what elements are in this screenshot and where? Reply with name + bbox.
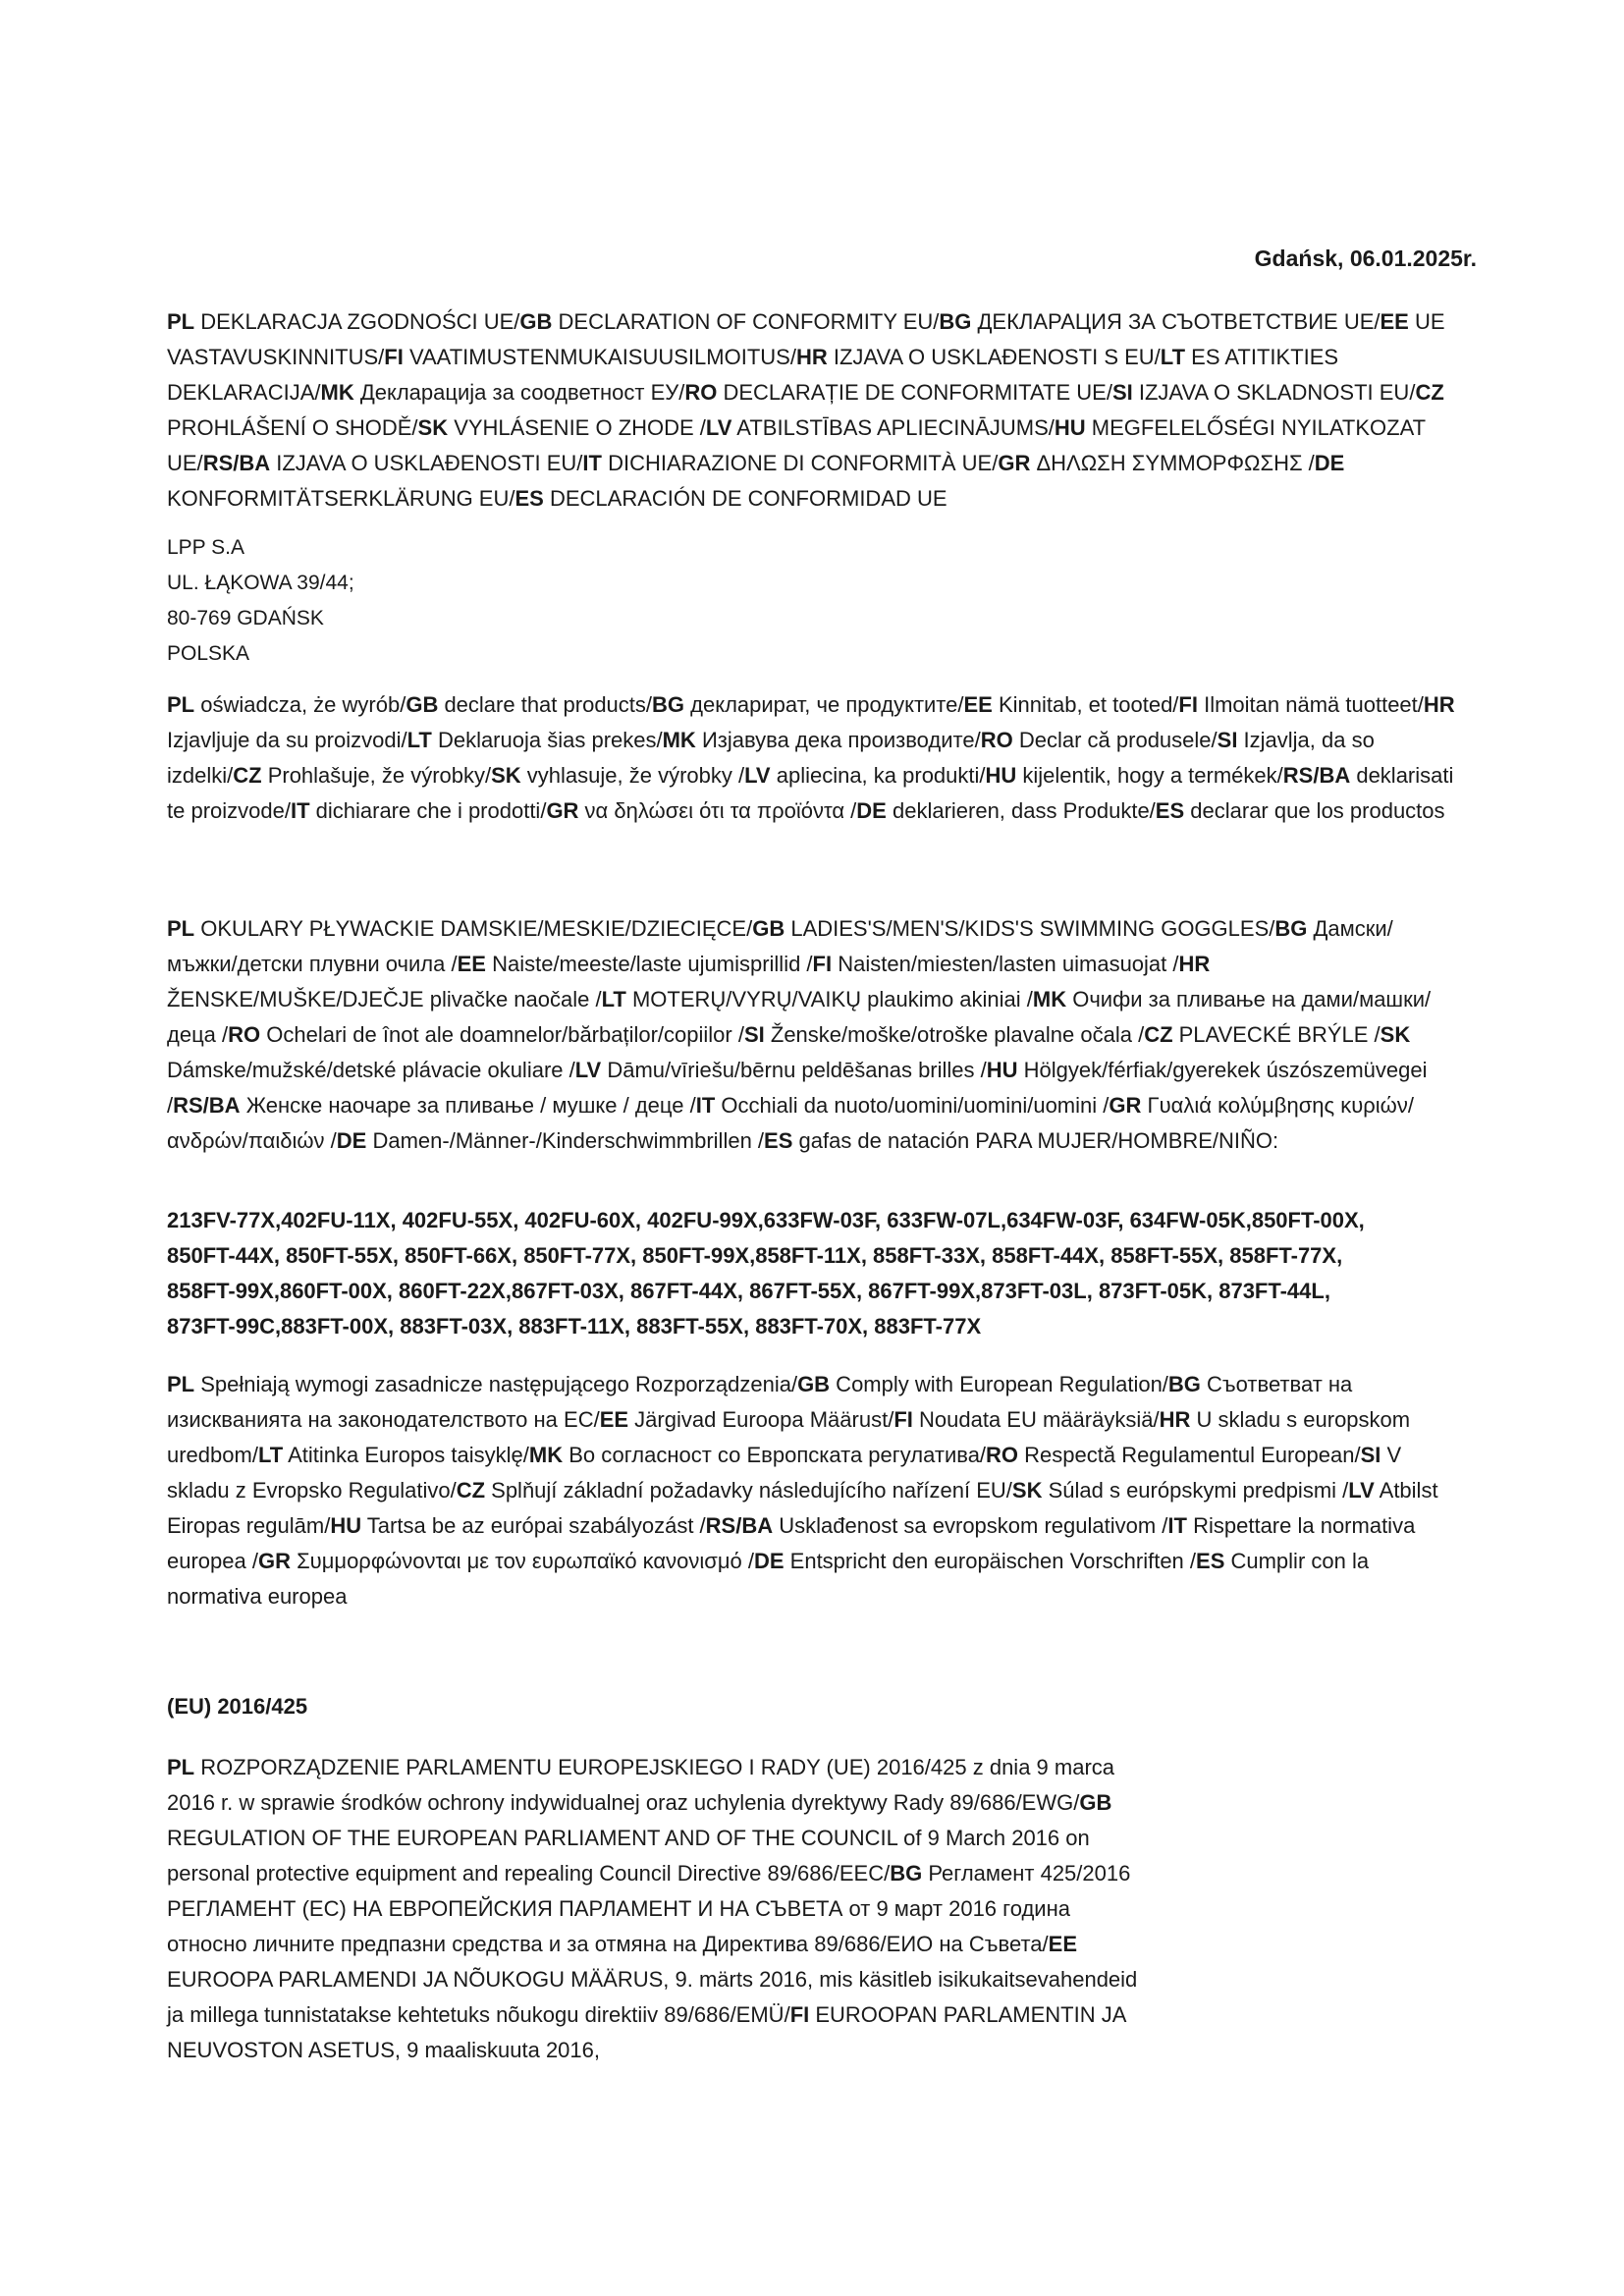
language-code: CZ [456, 1478, 486, 1503]
language-code: EE [963, 692, 993, 717]
language-text: Izjavljuje da su proizvodi/ [167, 728, 407, 752]
language-text: ATBILSTĪBAS APLIECINĀJUMS/ [731, 415, 1055, 440]
company-street: UL. ŁĄKOWA 39/44; [167, 572, 354, 594]
language-text: Naiste/meeste/laste ujumisprillid / [485, 952, 813, 976]
language-code: HU [330, 1513, 362, 1538]
language-code: IT [695, 1093, 716, 1118]
language-code: GR [257, 1549, 291, 1573]
language-text: Respectă Regulamentul European/ [1018, 1443, 1361, 1467]
language-code: SK [417, 415, 449, 440]
language-text: ΔΗΛΩΣΗ ΣΥΜΜΟΡΦΩΣΗΣ / [1030, 451, 1315, 475]
language-code: GB [1079, 1790, 1112, 1815]
language-code: DE [856, 798, 887, 823]
language-text: декларират, че продуктите/ [684, 692, 964, 717]
language-code: RO [986, 1443, 1019, 1467]
language-code: GB [752, 916, 785, 941]
language-code: SK [1380, 1022, 1411, 1047]
language-text: Atbilst Eiropas regulām/ [167, 1478, 1438, 1538]
language-text: Cumplir con la normativa europea [167, 1549, 1370, 1609]
language-text: Συμμορφώνονται με τον ευρωπαϊκό κανονισμό / [290, 1549, 754, 1573]
language-text: UE VASTAVUSKINNITUS/ [167, 309, 1445, 369]
language-text: kijelentik, hogy a termékek/ [1016, 763, 1283, 788]
language-code: MK [1032, 987, 1067, 1011]
document-date: Gdańsk, 06.01.2025r. [1254, 246, 1477, 271]
language-text: Dámske/mužské/detské plávacie okuliare / [167, 1058, 575, 1082]
language-text: Регламент 425/2016 РЕГЛАМЕНТ (ЕС) НА ЕВРОПЕЙСКИЯ ПАРЛАМЕНТ И НА СЪВЕТА от 9 март 2016 година относно личните предпазни средства и за отмяна на Директива 89/686/ЕИО на Съвета/ [167, 1861, 1131, 1956]
language-text: DECLARACIÓN DE CONFORMIDAD UE [543, 486, 947, 511]
language-code: LV [744, 763, 771, 788]
language-text: Hölgyek/férfiak/gyerekek úszószemüvegei / [167, 1058, 1428, 1118]
language-text: OKULARY PŁYWACKIE DAMSKIE/MESKIE/DZIECIĘCE/ [194, 916, 753, 941]
language-text: Ilmoitan nämä tuotteet/ [1197, 692, 1424, 717]
language-code: CZ [1144, 1022, 1173, 1047]
language-text: ES ATITIKTIES DEKLARACIJA/ [167, 345, 1339, 405]
language-code: EE [599, 1407, 629, 1432]
language-text: Дамски/мъжки/детски плувни очила / [167, 916, 1393, 976]
company-city: 80-769 GDAŃSK [167, 607, 324, 629]
language-code: BG [890, 1861, 923, 1886]
language-code: GR [546, 798, 579, 823]
language-text: ДЕКЛАРАЦИЯ ЗА СЪОТВЕТСТВИЕ UE/ [971, 309, 1380, 334]
language-text: PROHLÁŠENÍ O SHODĚ/ [167, 415, 418, 440]
language-code: LT [1160, 345, 1186, 369]
language-text: Декларација за соодветност ЕУ/ [353, 380, 685, 405]
language-code: PL [167, 692, 195, 717]
language-text: VYHLÁSENIE O ZHODE / [448, 415, 706, 440]
language-text: MOTERŲ/VYRŲ/VAIKŲ plaukimo akiniai / [625, 987, 1033, 1011]
declare-statement [167, 687, 1463, 829]
language-text: VAATIMUSTENMUKAISUUSILMOITUS/ [403, 345, 796, 369]
language-text: KONFORMITÄTSERKLÄRUNG EU/ [167, 486, 515, 511]
language-code: HR [1178, 952, 1211, 976]
language-code: EE [1380, 309, 1409, 334]
language-code: HU [1054, 415, 1086, 440]
language-text: Съответват на изискванията на законодателството на ЕС/ [167, 1372, 1353, 1432]
language-text: Järgivad Euroopa Määrust/ [628, 1407, 894, 1432]
language-text: DECLARAȚIE DE CONFORMITATE UE/ [717, 380, 1112, 405]
language-text: Tartsa be az európai szabályozást / [361, 1513, 706, 1538]
language-text: ŽENSKE/MUŠKE/DJEČJE plivačke naočale / [167, 987, 602, 1011]
language-code: HR [1159, 1407, 1191, 1432]
language-text: Damen-/Männer-/Kinderschwimmbrillen / [366, 1128, 765, 1153]
language-text: ROZPORZĄDZENIE PARLAMENTU EUROPEJSKIEGO I RADY (UE) 2016/425 z dnia 9 marca 2016 r. w sprawie środków ochrony indywidualnej oraz uchylenia dyrektywy Rady 89/686/EWG/ [167, 1755, 1115, 1815]
language-text: EUROOPA PARLAMENDI JA NÕUKOGU MÄÄRUS, 9. märts 2016, mis käsitleb isikukaitsevahendeid ja millega tunnistatakse kehtetuks nõukogu direktiiv 89/686/EMÜ/ [167, 1967, 1138, 2027]
language-text: Очифи за пливање на дами/машки/деца / [167, 987, 1432, 1047]
language-code: GR [1109, 1093, 1142, 1118]
product-codes-line: 873FT-99C,883FT-00X, 883FT-03X, 883FT-11X, 883FT-55X, 883FT-70X, 883FT-77X [167, 1314, 982, 1339]
language-text: Súlad s európskymi predpismi / [1042, 1478, 1349, 1503]
language-code: ES [514, 486, 544, 511]
language-text: Kinnitab, et tooted/ [992, 692, 1179, 717]
language-text: Во согласност со Европската регулатива/ [563, 1443, 987, 1467]
language-code: FI [893, 1407, 913, 1432]
language-code: RS/BA [173, 1093, 241, 1118]
language-code: PL [167, 309, 195, 334]
language-text: Usklađenost sa evropskom regulativom / [773, 1513, 1168, 1538]
language-code: LV [705, 415, 732, 440]
language-code: ES [764, 1128, 793, 1153]
language-code: IT [1167, 1513, 1187, 1538]
language-text: Γυαλιά κολύμβησης κυριών/ανδρών/παιδιών / [167, 1093, 1414, 1153]
language-code: CZ [233, 763, 262, 788]
language-code: SI [743, 1022, 765, 1047]
language-code: MK [320, 380, 354, 405]
language-code: DE [753, 1549, 785, 1573]
language-text: Rispettare la normativa europea / [167, 1513, 1416, 1573]
language-text: Atitinka Europos taisyklę/ [283, 1443, 529, 1467]
language-text: deklarisati te proizvode/ [167, 763, 1454, 823]
language-code: BG [1167, 1372, 1201, 1396]
language-code: FI [812, 952, 833, 976]
language-text: LADIES'S/MEN'S/KIDS'S SWIMMING GOGGLES/ [785, 916, 1275, 941]
language-text: PLAVECKÉ BRÝLE / [1172, 1022, 1380, 1047]
language-code: IT [290, 798, 310, 823]
language-code: BG [939, 309, 972, 334]
language-text: DEKLARACJA ZGODNOŚCI UE/ [194, 309, 520, 334]
language-code: RS/BA [705, 1513, 774, 1538]
language-text: Spełniają wymogi zasadnicze następującego Rozporządzenia/ [194, 1372, 798, 1396]
language-code: FI [1178, 692, 1198, 717]
language-text: EUROOPAN PARLAMENTIN JA NEUVOSTON ASETUS, 9 maaliskuuta 2016, [167, 2002, 1126, 2062]
language-code: ES [1196, 1549, 1225, 1573]
language-code: HU [986, 1058, 1018, 1082]
language-code: GB [406, 692, 439, 717]
language-code: SK [1011, 1478, 1043, 1503]
language-text: declare that products/ [438, 692, 653, 717]
language-text: Splňují základní požadavky následujícího nařízení EU/ [485, 1478, 1012, 1503]
language-text: IZJAVA O USKLAĐENOSTI EU/ [270, 451, 583, 475]
language-text: IZJAVA O SKLADNOSTI EU/ [1132, 380, 1416, 405]
language-text: Comply with European Regulation/ [830, 1372, 1168, 1396]
language-text: deklarieren, dass Produkte/ [886, 798, 1156, 823]
language-code: MK [662, 728, 696, 752]
product-description [167, 911, 1463, 1159]
company-name: LPP S.A [167, 536, 244, 559]
language-text: Occhiali da nuoto/uomini/uomini/uomini / [715, 1093, 1110, 1118]
language-text: Entspricht den europäischen Vorschriften / [784, 1549, 1197, 1573]
language-text: Noudata EU määräyksiä/ [912, 1407, 1160, 1432]
language-code: EE [1048, 1932, 1077, 1956]
product-codes-line: 213FV-77X,402FU-11X, 402FU-55X, 402FU-60X, 402FU-99X,633FW-03F, 633FW-07L,634FW-03F, 634FW-05K,850FT-00X, [167, 1208, 1365, 1232]
language-text: Deklaruoja šias prekes/ [431, 728, 663, 752]
language-text: V skladu z Evropsko Regulativo/ [167, 1443, 1402, 1503]
language-text: Dāmu/vīriešu/bērnu peldēšanas brilles / [601, 1058, 987, 1082]
language-text: IZJAVA O USKLAĐENOSTI S EU/ [827, 345, 1161, 369]
language-code: LT [257, 1443, 284, 1467]
language-code: GB [519, 309, 553, 334]
language-text: oświadcza, że wyrób/ [194, 692, 406, 717]
language-code: RO [980, 728, 1013, 752]
language-text: gafas de natación PARA MUJER/HOMBRE/NIÑO: [792, 1128, 1279, 1153]
language-text: REGULATION OF THE EUROPEAN PARLIAMENT AND OF THE COUNCIL of 9 March 2016 on personal protective equipment and repealing Council Directive 89/686/EEC/ [167, 1826, 1090, 1886]
language-code: RS/BA [1282, 763, 1351, 788]
language-text: MEGFELELŐSÉGI NYILATKOZAT UE/ [167, 415, 1426, 475]
company-country: POLSKA [167, 642, 250, 665]
language-text: Ženske/moške/otroške plavalne očala / [764, 1022, 1145, 1047]
language-text: DICHIARAZIONE DI CONFORMITÀ UE/ [601, 451, 999, 475]
language-code: RO [228, 1022, 261, 1047]
language-text: Naisten/miesten/lasten uimasuojat / [832, 952, 1179, 976]
language-code: BG [652, 692, 685, 717]
product-codes-line: 850FT-44X, 850FT-55X, 850FT-66X, 850FT-77X, 850FT-99X,858FT-11X, 858FT-33X, 858FT-44X, 858FT-55X, 858FT-77X, [167, 1243, 1343, 1268]
language-text: Изјавува дека производите/ [695, 728, 981, 752]
language-code: HR [795, 345, 828, 369]
language-text: DECLARATION OF CONFORMITY EU/ [552, 309, 940, 334]
language-text: declarar que los productos [1184, 798, 1445, 823]
language-text: Женске наочаре за пливање / мушке / деце / [240, 1093, 696, 1118]
comply-statement [167, 1367, 1463, 1614]
language-code: HR [1423, 692, 1455, 717]
product-codes [167, 1203, 1463, 1344]
language-code: RS/BA [202, 451, 271, 475]
language-code: LT [406, 728, 432, 752]
language-code: SI [1217, 728, 1238, 752]
language-code: LV [574, 1058, 602, 1082]
language-code: GR [998, 451, 1031, 475]
language-code: IT [582, 451, 602, 475]
company-address [167, 530, 1463, 672]
language-text: dichiarare che i prodotti/ [309, 798, 547, 823]
language-code: PL [167, 1755, 195, 1779]
language-code: CZ [1415, 380, 1444, 405]
language-code: ES [1155, 798, 1185, 823]
language-code: RO [684, 380, 718, 405]
language-code: SI [1111, 380, 1133, 405]
regulation-text [167, 1750, 1149, 2068]
language-text: Izjavlja, da so izdelki/ [167, 728, 1375, 788]
product-codes-line: 858FT-99X,860FT-00X, 860FT-22X,867FT-03X, 867FT-44X, 867FT-55X, 867FT-99X,873FT-03L, 873FT-05K, 873FT-44L, [167, 1279, 1330, 1303]
language-code: DE [336, 1128, 367, 1153]
language-code: FI [789, 2002, 810, 2027]
language-code: DE [1314, 451, 1345, 475]
language-code: LT [601, 987, 626, 1011]
regulation-reference: (EU) 2016/425 [167, 1694, 308, 1719]
language-text: Prohlašuje, že výrobky/ [261, 763, 492, 788]
language-text: U skladu s europskom uredbom/ [167, 1407, 1411, 1467]
language-code: FI [384, 345, 404, 369]
language-text: Declar că produsele/ [1012, 728, 1218, 752]
language-code: GB [797, 1372, 831, 1396]
language-text: vyhlasuje, že výrobky / [520, 763, 745, 788]
language-code: HU [985, 763, 1017, 788]
language-text: apliecina, ka produkti/ [770, 763, 986, 788]
declaration-title [167, 304, 1463, 517]
language-code: MK [528, 1443, 564, 1467]
language-code: EE [457, 952, 486, 976]
language-text: να δηλώσει ότι τα προϊόντα / [578, 798, 857, 823]
language-text: Ochelari de înot ale doamnelor/bărbaților/copiilor / [260, 1022, 744, 1047]
language-code: SI [1360, 1443, 1381, 1467]
language-code: BG [1274, 916, 1308, 941]
language-code: PL [167, 916, 195, 941]
language-code: SK [491, 763, 521, 788]
language-code: PL [167, 1372, 195, 1396]
language-code: LV [1348, 1478, 1375, 1503]
